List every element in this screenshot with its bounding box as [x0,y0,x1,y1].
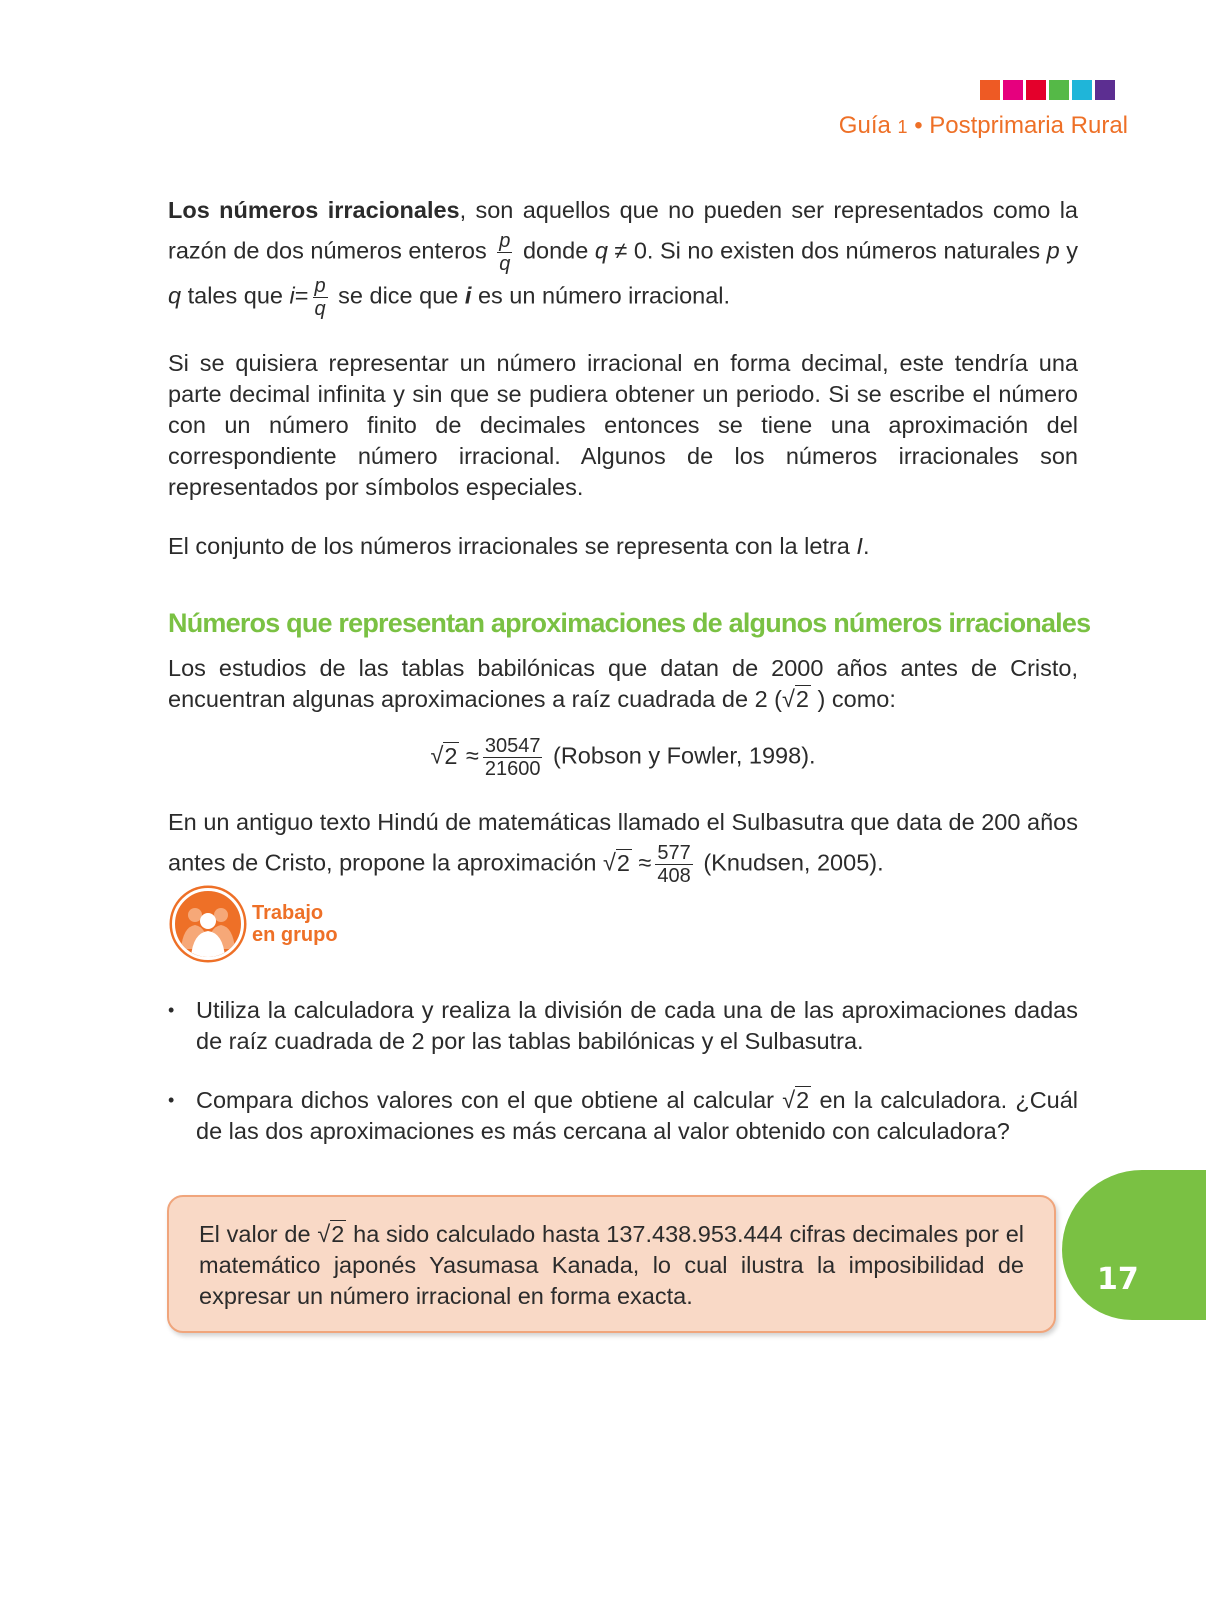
header-guide-number: 1 [897,117,908,137]
radicand: 2 [331,1221,345,1247]
note-text [199,1219,1024,1312]
citation: (Knudsen, 2005). [703,849,884,876]
text-run: , son aquellos que no pueden ser representados como la razón de dos números enteros [168,197,1078,264]
radicand: 2 [795,686,809,712]
text-run: ≠ 0. Si no existen dos números naturales [614,237,1041,264]
color-square [980,80,1000,100]
root-symbol: √ [430,742,444,769]
main-content [168,190,1091,887]
text-run: En un antiguo texto Hindú de matemáticas llamado el Sulbasutra que data de 200 años antes de Cristo, propone la aproximación [168,809,1078,876]
fraction-numerator: p [499,230,511,252]
text-run: ha sido calculado hasta 137.438.953.444 cifras decimales por el matemático japonés Yasumasa Kanada, lo cual ilustra la imposibilidad de expresar un número irracional en forma exacta. [199,1221,1025,1309]
header-color-squares [980,80,1115,100]
activity-list [168,995,1078,1175]
page-number: 17 [1097,1262,1139,1297]
set-letter: I [856,533,863,559]
set-paragraph [168,531,1078,562]
approximation-fraction [483,735,543,780]
root-symbol: √ [782,1087,796,1113]
babylonian-approximation [168,735,1078,780]
text-run: . [862,533,870,559]
defined-term: Los números irracionales [168,197,460,223]
text-run: ) como: [817,686,896,712]
color-square [1003,80,1023,100]
definition-paragraph [168,190,1078,320]
variable: i [464,282,472,309]
list-item [168,1085,1078,1147]
fraction-numerator: 30547 [484,735,541,757]
approx-sign: ≈ [638,849,652,876]
babylonian-paragraph [168,653,1078,715]
approximation-fraction [655,842,692,887]
fraction-denominator: 21600 [484,758,541,780]
decimal-paragraph: Si se quisiera representar un número irracional en forma decimal, este tendría una parte decimal infinita y sin que se pudiera obtener un periodo. Si se escribe el número con un número finito de decimales entonces se tiene una aproximación del correspondiente número irracional. Algunos de los números irracionales son representados por símbolos especiales. [168,350,1078,500]
citation: (Robson y Fowler, 1998). [553,742,816,769]
root-symbol: √ [603,849,616,876]
color-square [1026,80,1046,100]
variable: p [1046,237,1060,264]
color-square [1072,80,1092,100]
equals-sign: = [294,282,309,309]
header-separator: • [914,112,923,139]
fact-note-box [167,1195,1056,1333]
fraction-p-over-q [313,275,328,320]
group-people-icon [172,888,244,960]
text-run: es un número irracional. [477,282,731,309]
fraction-p-over-q [497,230,512,275]
variable: q [168,282,182,309]
group-work-label [252,902,338,946]
text-run: Los estudios de las tablas babilónicas que datan de 2000 años antes de Cristo, encuentran algunas aproximaciones a raíz cuadrada de 2 ( [168,655,1078,712]
group-label-line: Trabajo [252,902,324,924]
radicand: 2 [444,742,458,769]
color-square [1095,80,1115,100]
header-guide: Guía [838,112,891,139]
section-heading: Números que representan aproximaciones de algunos números irracionales [168,608,1091,638]
text-run: se dice que [338,282,459,309]
sqrt-two [603,849,632,876]
text-run: Compara dichos valores con el que obtiene al calcular [196,1087,774,1113]
fraction-denominator: q [314,298,326,320]
sqrt-two [782,1086,811,1113]
variable: q [594,237,608,264]
radicand: 2 [796,1087,810,1113]
variable: i [289,282,295,309]
page-number-tab [1062,1170,1206,1320]
header-program: Postprimaria Rural [929,112,1128,139]
sqrt-two [782,685,811,712]
color-square [1049,80,1069,100]
sulbasutra-paragraph [168,802,1078,887]
fraction-numerator: 577 [657,842,691,864]
list-item: • Utiliza la calculadora y realiza la división de cada una de las aproximaciones dadas de raíz cuadrada de 2 por las tablas babilónicas y el Sulbasutra. [168,995,1078,1057]
sqrt-two [317,1220,346,1247]
fraction-denominator: q [499,253,511,275]
root-symbol: √ [782,686,795,712]
group-work-badge [172,888,338,960]
text-run: y [1066,237,1079,264]
running-header [839,112,1128,140]
text-run: El valor de [199,1221,311,1247]
text-run: donde [522,237,589,264]
fraction-numerator: p [314,275,326,297]
text-run: El conjunto de los números irracionales se representa con la letra [168,533,850,559]
root-symbol: √ [317,1221,331,1247]
text-run: en la calculadora. ¿Cuál de las dos aproximaciones es más cercana al valor obtenido con calculadora? [196,1087,1079,1144]
text-run: tales que [187,282,283,309]
radicand: 2 [616,849,630,876]
approx-sign: ≈ [465,742,479,769]
fraction-denominator: 408 [657,865,691,887]
sqrt-two [430,742,459,769]
group-label-line: en grupo [252,924,338,946]
